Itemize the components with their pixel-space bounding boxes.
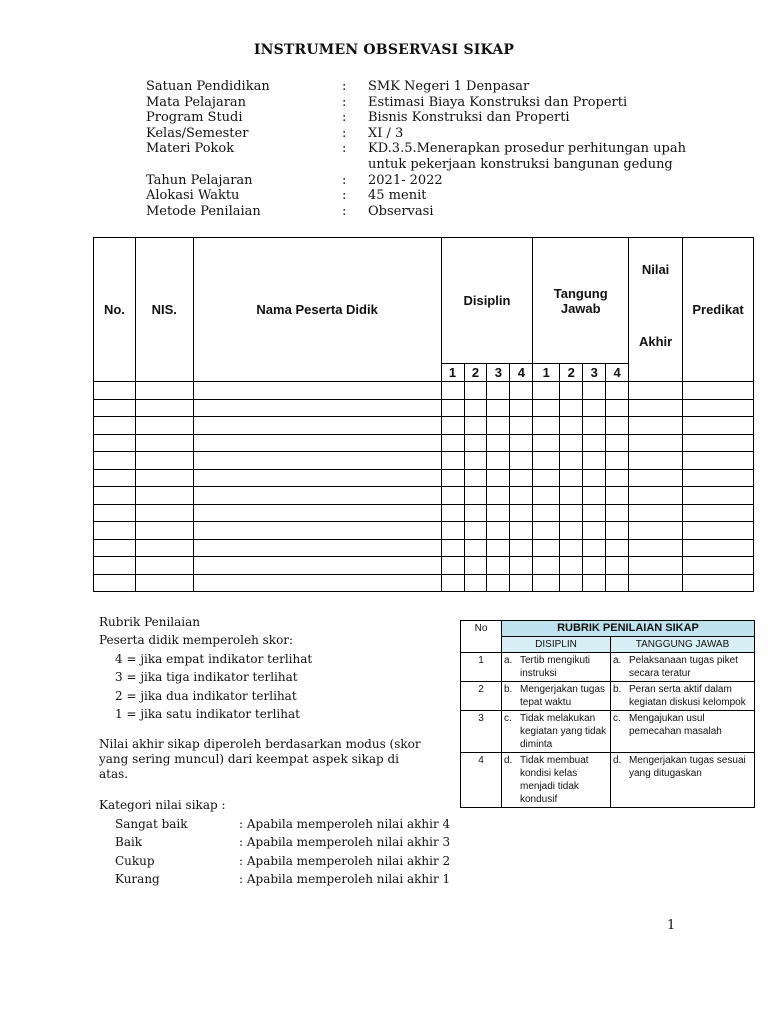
table-cell[interactable] <box>510 487 533 505</box>
meta-row <box>146 110 708 126</box>
col-nilai-akhir-header: Nilai Akhir <box>629 238 683 382</box>
meta-row <box>146 188 708 204</box>
table-cell[interactable] <box>629 434 683 452</box>
rubric-table <box>460 620 755 808</box>
table-cell[interactable] <box>441 504 464 522</box>
meta-key: Satuan Pendidikan <box>146 79 270 94</box>
score-subheader: 3 <box>487 364 510 382</box>
table-cell[interactable] <box>487 557 510 575</box>
table-cell[interactable] <box>583 522 606 540</box>
meta-value: Bisnis Konstruksi dan Properti <box>368 110 570 126</box>
table-cell[interactable] <box>193 399 441 417</box>
meta-value: SMK Negeri 1 Denpasar <box>368 79 530 94</box>
meta-key: Materi Pokok <box>146 141 235 157</box>
page-number: 1 <box>667 918 676 933</box>
rubric-note: Nilai akhir sikap diperoleh berdasarkan modus (skor yang sering muncul) dari keempat aspek sikap di atas. <box>99 737 421 782</box>
rubric-row-no: 4 <box>461 753 502 808</box>
table-cell[interactable] <box>533 574 560 592</box>
table-cell[interactable] <box>193 469 441 487</box>
score-subheader: 4 <box>510 364 533 382</box>
table-cell[interactable] <box>629 382 683 400</box>
table-cell[interactable] <box>606 469 629 487</box>
meta-key: Mata Pelajaran <box>146 94 247 110</box>
table-cell[interactable] <box>193 557 441 575</box>
observation-table <box>93 237 754 592</box>
table-cell[interactable] <box>629 469 683 487</box>
kategori-name: Sangat baik <box>115 816 188 831</box>
rubric-title: RUBRIK PENILAIAN SIKAP <box>502 621 755 637</box>
table-cell[interactable] <box>135 382 193 400</box>
rubric-row-no: 3 <box>461 711 502 753</box>
table-cell[interactable] <box>683 399 754 417</box>
document-title: INSTRUMEN OBSERVASI SIKAP <box>253 42 515 58</box>
meta-value: KD.3.5.Menerapkan prosedur perhitungan upah untuk pekerjaan konstruksi bangunan gedung <box>368 141 686 172</box>
table-cell[interactable] <box>94 382 136 400</box>
table-cell[interactable] <box>606 557 629 575</box>
table-cell[interactable] <box>94 487 136 505</box>
rubric-item-letter: c. <box>613 713 621 724</box>
table-cell[interactable] <box>629 417 683 435</box>
table-cell[interactable] <box>606 382 629 400</box>
table-cell[interactable] <box>533 399 560 417</box>
table-cell[interactable] <box>193 504 441 522</box>
meta-separator: : <box>342 125 347 141</box>
table-cell[interactable] <box>533 452 560 470</box>
table-cell[interactable] <box>533 382 560 400</box>
table-cell[interactable] <box>135 539 193 557</box>
table-cell[interactable] <box>683 487 754 505</box>
table-cell[interactable] <box>606 417 629 435</box>
meta-value: Estimasi Biaya Konstruksi dan Properti <box>368 94 628 110</box>
table-cell[interactable] <box>193 452 441 470</box>
table-cell[interactable] <box>606 487 629 505</box>
table-cell[interactable] <box>487 574 510 592</box>
table-cell[interactable] <box>94 399 136 417</box>
table-row <box>94 574 754 592</box>
rubric-item-letter: b. <box>613 684 622 695</box>
table-cell[interactable] <box>193 434 441 452</box>
table-row <box>94 539 754 557</box>
table-cell[interactable] <box>510 469 533 487</box>
table-row <box>94 382 754 400</box>
rubric-tanggung-item <box>611 753 755 808</box>
table-cell[interactable] <box>606 452 629 470</box>
kategori-name: Baik <box>115 835 143 850</box>
rubric-disiplin-item <box>502 682 611 711</box>
table-cell[interactable] <box>135 522 193 540</box>
table-cell[interactable] <box>464 434 487 452</box>
meta-row <box>146 173 708 189</box>
rubric-row <box>461 682 755 711</box>
table-cell[interactable] <box>135 574 193 592</box>
rubric-item-letter: a. <box>613 655 622 666</box>
table-cell[interactable] <box>94 574 136 592</box>
table-cell[interactable] <box>193 417 441 435</box>
table-cell[interactable] <box>560 469 583 487</box>
kategori-desc: : Apabila memperoleh nilai akhir 3 <box>239 835 451 850</box>
table-row <box>94 504 754 522</box>
meta-separator: : <box>342 172 347 188</box>
table-cell[interactable] <box>583 504 606 522</box>
table-row <box>94 434 754 452</box>
rubric-item-text: Mengerjakan tugas tepat waktu <box>520 684 606 708</box>
table-cell[interactable] <box>487 539 510 557</box>
table-cell[interactable] <box>441 557 464 575</box>
table-cell[interactable] <box>94 469 136 487</box>
table-cell[interactable] <box>135 557 193 575</box>
rubric-tanggung-item <box>611 682 755 711</box>
table-row <box>94 469 754 487</box>
table-cell[interactable] <box>683 417 754 435</box>
table-cell[interactable] <box>510 452 533 470</box>
table-cell[interactable] <box>464 539 487 557</box>
rubric-item-text: Tertib mengikuti instruksi <box>520 655 591 679</box>
table-cell[interactable] <box>533 469 560 487</box>
table-cell[interactable] <box>629 487 683 505</box>
table-cell[interactable] <box>464 557 487 575</box>
table-cell[interactable] <box>441 399 464 417</box>
table-cell[interactable] <box>606 539 629 557</box>
kategori-desc: : Apabila memperoleh nilai akhir 4 <box>239 816 451 831</box>
col-nis-header: NIS. <box>135 238 193 382</box>
table-cell[interactable] <box>583 469 606 487</box>
table-cell[interactable] <box>560 382 583 400</box>
table-cell[interactable] <box>441 452 464 470</box>
table-cell[interactable] <box>683 452 754 470</box>
table-row <box>94 399 754 417</box>
col-disiplin-header: Disiplin <box>441 238 533 364</box>
rubric-tanggung-item <box>611 653 755 682</box>
table-cell[interactable] <box>583 452 606 470</box>
table-cell[interactable] <box>683 504 754 522</box>
score-subheader: 3 <box>583 364 606 382</box>
rubric-heading: Rubrik Penilaian <box>99 615 201 629</box>
table-cell[interactable] <box>510 539 533 557</box>
table-row <box>94 452 754 470</box>
meta-row <box>146 79 708 95</box>
rubric-disiplin-item <box>502 653 611 682</box>
table-cell[interactable] <box>94 539 136 557</box>
table-cell[interactable] <box>560 557 583 575</box>
table-cell[interactable] <box>683 539 754 557</box>
score-subheader: 1 <box>441 364 464 382</box>
meta-key: Program Studi <box>146 110 243 126</box>
table-cell[interactable] <box>135 434 193 452</box>
table-cell[interactable] <box>441 539 464 557</box>
kategori-row <box>99 870 450 888</box>
table-cell[interactable] <box>560 504 583 522</box>
meta-key: Kelas/Semester <box>146 125 249 141</box>
table-cell[interactable] <box>135 469 193 487</box>
rubric-disiplin-item <box>502 711 611 753</box>
table-cell[interactable] <box>533 539 560 557</box>
meta-row <box>146 204 708 220</box>
table-cell[interactable] <box>560 522 583 540</box>
rubric-item-text: Mengajukan usul pemecahan masalah <box>629 713 722 737</box>
rubric-item-letter: a. <box>504 655 513 666</box>
table-cell[interactable] <box>606 434 629 452</box>
meta-value: 2021- 2022 <box>368 172 443 188</box>
table-cell[interactable] <box>464 574 487 592</box>
rubric-description <box>99 613 450 888</box>
table-cell[interactable] <box>583 417 606 435</box>
table-cell[interactable] <box>94 504 136 522</box>
rubric-col-disiplin: DISIPLIN <box>502 637 611 653</box>
col-nama-header: Nama Peserta Didik <box>193 238 441 382</box>
table-cell[interactable] <box>487 382 510 400</box>
rubric-row-no: 1 <box>461 653 502 682</box>
score-subheader: 2 <box>560 364 583 382</box>
score-subheader: 4 <box>606 364 629 382</box>
table-cell[interactable] <box>441 574 464 592</box>
table-cell[interactable] <box>583 487 606 505</box>
table-cell[interactable] <box>683 382 754 400</box>
kategori-row <box>99 852 450 870</box>
score-rule: 2 = jika dua indikator terlihat <box>115 688 297 703</box>
rubric-row-no: 2 <box>461 682 502 711</box>
table-cell[interactable] <box>487 487 510 505</box>
meta-separator: : <box>342 110 347 126</box>
table-cell[interactable] <box>94 452 136 470</box>
table-cell[interactable] <box>683 434 754 452</box>
rubric-item-text: Tidak membuat kondisi kelas menjadi tidak kondusif <box>520 755 589 805</box>
score-rule: 3 = jika tiga indikator terlihat <box>115 670 298 685</box>
table-cell[interactable] <box>464 399 487 417</box>
table-cell[interactable] <box>94 417 136 435</box>
table-cell[interactable] <box>464 452 487 470</box>
table-cell[interactable] <box>464 469 487 487</box>
table-cell[interactable] <box>583 382 606 400</box>
table-cell[interactable] <box>583 434 606 452</box>
col-predikat-header: Predikat <box>683 238 754 382</box>
table-cell[interactable] <box>464 504 487 522</box>
table-cell[interactable] <box>135 399 193 417</box>
table-cell[interactable] <box>487 452 510 470</box>
table-cell[interactable] <box>629 557 683 575</box>
meta-key: Tahun Pelajaran <box>146 172 253 188</box>
table-row <box>94 487 754 505</box>
table-cell[interactable] <box>583 399 606 417</box>
table-cell[interactable] <box>510 504 533 522</box>
table-row <box>94 417 754 435</box>
meta-separator: : <box>342 79 347 94</box>
rubric-tanggung-item <box>611 711 755 753</box>
meta-block <box>146 79 708 219</box>
table-cell[interactable] <box>135 504 193 522</box>
table-cell[interactable] <box>560 417 583 435</box>
score-subheader: 2 <box>464 364 487 382</box>
table-cell[interactable] <box>606 522 629 540</box>
table-cell[interactable] <box>441 522 464 540</box>
kategori-heading: Kategori nilai sikap : <box>99 798 226 813</box>
table-cell[interactable] <box>464 487 487 505</box>
table-cell[interactable] <box>560 539 583 557</box>
col-no-header: No. <box>94 238 136 382</box>
rubric-col-no: No <box>461 621 502 653</box>
table-cell[interactable] <box>683 557 754 575</box>
table-cell[interactable] <box>683 574 754 592</box>
table-cell[interactable] <box>560 434 583 452</box>
table-row <box>94 557 754 575</box>
table-cell[interactable] <box>533 522 560 540</box>
score-rule: 1 = jika satu indikator terlihat <box>115 707 300 722</box>
table-cell[interactable] <box>94 522 136 540</box>
table-cell[interactable] <box>487 504 510 522</box>
table-cell[interactable] <box>560 574 583 592</box>
table-cell[interactable] <box>441 417 464 435</box>
rubric-item-text: Pelaksanaan tugas piket secara teratur <box>629 655 738 679</box>
table-cell[interactable] <box>135 417 193 435</box>
meta-separator: : <box>342 188 347 204</box>
table-cell[interactable] <box>533 417 560 435</box>
table-cell[interactable] <box>629 399 683 417</box>
table-cell[interactable] <box>464 522 487 540</box>
rubric-item-letter: b. <box>504 684 513 695</box>
rubric-intro: Peserta didik memperoleh skor: <box>99 633 294 648</box>
table-cell[interactable] <box>606 504 629 522</box>
meta-value: Observasi <box>368 203 434 219</box>
table-cell[interactable] <box>441 434 464 452</box>
kategori-row <box>99 833 450 851</box>
table-cell[interactable] <box>94 557 136 575</box>
rubric-col-tanggung-jawab: TANGGUNG JAWAB <box>611 637 755 653</box>
meta-row <box>146 126 708 142</box>
rubric-row <box>461 711 755 753</box>
meta-separator: : <box>342 203 347 219</box>
meta-key: Alokasi Waktu <box>146 188 240 204</box>
table-cell[interactable] <box>193 539 441 557</box>
table-cell[interactable] <box>629 539 683 557</box>
table-cell[interactable] <box>560 399 583 417</box>
table-cell[interactable] <box>560 487 583 505</box>
table-cell[interactable] <box>533 557 560 575</box>
table-cell[interactable] <box>583 574 606 592</box>
table-cell[interactable] <box>510 434 533 452</box>
table-cell[interactable] <box>135 452 193 470</box>
kategori-desc: : Apabila memperoleh nilai akhir 2 <box>239 853 451 868</box>
table-cell[interactable] <box>441 469 464 487</box>
rubric-item-letter: d. <box>613 755 622 766</box>
table-cell[interactable] <box>464 382 487 400</box>
rubric-disiplin-item <box>502 753 611 808</box>
rubric-item-text: Tidak melakukan kegiatan yang tidak diminta <box>520 713 607 750</box>
table-cell[interactable] <box>487 522 510 540</box>
table-cell[interactable] <box>510 399 533 417</box>
table-cell[interactable] <box>487 399 510 417</box>
kategori-name: Cukup <box>115 853 155 868</box>
table-cell[interactable] <box>464 417 487 435</box>
rubric-row <box>461 653 755 682</box>
table-cell[interactable] <box>510 382 533 400</box>
table-cell[interactable] <box>487 469 510 487</box>
table-cell[interactable] <box>533 487 560 505</box>
col-tanggung-jawab-header: Tangung Jawab <box>533 238 629 364</box>
meta-separator: : <box>342 94 347 110</box>
table-cell[interactable] <box>683 469 754 487</box>
table-cell[interactable] <box>606 399 629 417</box>
rubric-item-text: Mengerjakan tugas sesuai yang ditugaskan <box>629 755 746 779</box>
table-cell[interactable] <box>510 522 533 540</box>
rubric-row <box>461 753 755 808</box>
table-cell[interactable] <box>629 522 683 540</box>
table-cell[interactable] <box>441 382 464 400</box>
table-cell[interactable] <box>629 452 683 470</box>
rubric-item-letter: d. <box>504 755 513 766</box>
table-cell[interactable] <box>533 504 560 522</box>
rubric-item-letter: c. <box>504 713 512 724</box>
table-cell[interactable] <box>193 382 441 400</box>
table-cell[interactable] <box>441 487 464 505</box>
table-cell[interactable] <box>193 522 441 540</box>
kategori-name: Kurang <box>115 872 160 887</box>
table-cell[interactable] <box>533 434 560 452</box>
meta-separator: : <box>342 141 347 157</box>
table-cell[interactable] <box>510 574 533 592</box>
table-cell[interactable] <box>629 574 683 592</box>
table-cell[interactable] <box>510 417 533 435</box>
score-subheader: 1 <box>533 364 560 382</box>
table-cell[interactable] <box>487 417 510 435</box>
table-cell[interactable] <box>560 452 583 470</box>
table-cell[interactable] <box>629 504 683 522</box>
meta-row <box>146 95 708 111</box>
table-cell[interactable] <box>94 434 136 452</box>
meta-value: 45 menit <box>368 188 427 204</box>
table-cell[interactable] <box>510 557 533 575</box>
table-cell[interactable] <box>135 487 193 505</box>
kategori-desc: : Apabila memperoleh nilai akhir 1 <box>239 872 451 887</box>
kategori-row <box>99 815 450 833</box>
table-cell[interactable] <box>193 487 441 505</box>
table-cell[interactable] <box>193 574 441 592</box>
table-row <box>94 522 754 540</box>
rubric-item-text: Peran serta aktif dalam kegiatan diskusi kelompok <box>629 684 746 708</box>
table-cell[interactable] <box>583 539 606 557</box>
meta-value: XI / 3 <box>368 125 404 141</box>
table-cell[interactable] <box>583 557 606 575</box>
table-cell[interactable] <box>606 574 629 592</box>
meta-key: Metode Penilaian <box>146 203 261 219</box>
meta-row <box>146 141 708 172</box>
table-cell[interactable] <box>487 434 510 452</box>
score-rule: 4 = jika empat indikator terlihat <box>115 651 313 666</box>
table-cell[interactable] <box>683 522 754 540</box>
